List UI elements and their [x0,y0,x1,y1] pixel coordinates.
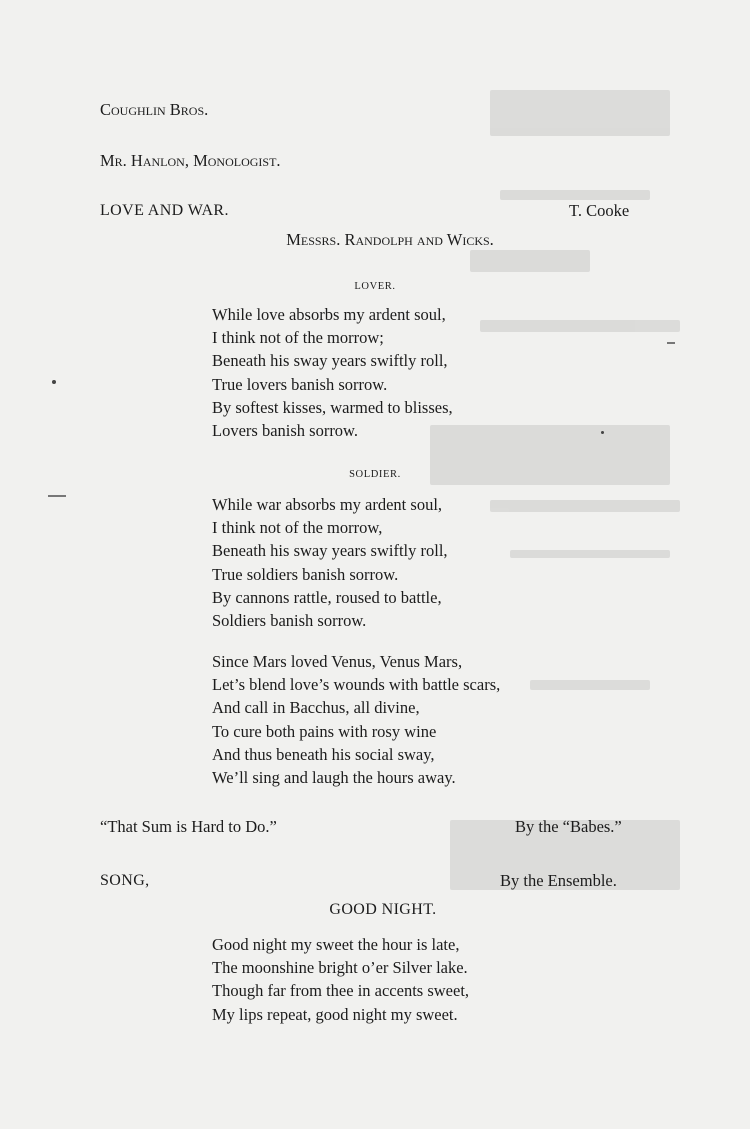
verse-line: And thus beneath his social sway, [212,744,435,764]
piece-title-love-and-war: LOVE AND WAR. [100,202,229,219]
verse-lover [212,305,453,444]
piece-performers-babes: By the “Babes.” [515,817,622,836]
verse-line: Good night my sweet the hour is late, [212,935,460,954]
song-label: SONG, [100,872,150,889]
verse-closing [212,652,500,791]
verse-line: Lovers banish sorrow. [212,420,359,440]
verse-line: And call in Bacchus, all divine, [212,698,420,718]
verse-line: True soldiers banish sorrow. [212,564,399,584]
act-hanlon-monologist: Mr. Hanlon, Monologist. [100,151,281,170]
verse-line: While war absorbs my ardent soul, [212,495,443,514]
paper-mark [48,495,66,497]
verse-line: True lovers banish sorrow. [212,374,388,394]
verse-line: The moonshine bright o’er Silver lake. [212,958,468,978]
verse-line: Let’s blend love’s wounds with battle scars, [212,675,501,695]
song-title-good-night: GOOD NIGHT. [329,901,437,918]
verse-line: I think not of the morrow; [212,328,384,348]
verse-line: Soldiers banish sorrow. [212,610,367,630]
act-coughlin-bros: Coughlin Bros. [100,100,209,119]
paper-speck [52,380,56,384]
verse-line: Beneath his sway years swiftly roll, [212,541,448,561]
piece-title-that-sum: “That Sum is Hard to Do.” [100,817,277,836]
verse-line: By softest kisses, warmed to blisses, [212,397,453,417]
verse-line: Since Mars loved Venus, Venus Mars, [212,652,463,671]
verse-line: I think not of the morrow, [212,518,383,538]
verse-line: My lips repeat, good night my sweet. [212,1004,458,1024]
section-heading-soldier: SOLDIER. [349,469,401,480]
verse-soldier [212,495,448,634]
verse-line: Beneath his sway years swiftly roll, [212,351,448,371]
piece-composer: T. Cooke [569,201,630,220]
paper-speck [601,431,604,434]
verse-line: While love absorbs my ardent soul, [212,305,446,324]
verse-line: By cannons rattle, roused to battle, [212,587,442,607]
section-heading-lover: LOVER. [354,281,396,292]
verse-good-night [212,935,469,1028]
paper-mark [667,342,675,344]
verse-line: Though far from thee in accents sweet, [212,981,470,1001]
song-performers: By the Ensemble. [500,871,617,890]
verse-line: We’ll sing and laugh the hours away. [212,767,456,787]
verse-line: To cure both pains with rosy wine [212,721,437,741]
piece-performers: Messrs. Randolph and Wicks. [286,230,494,249]
